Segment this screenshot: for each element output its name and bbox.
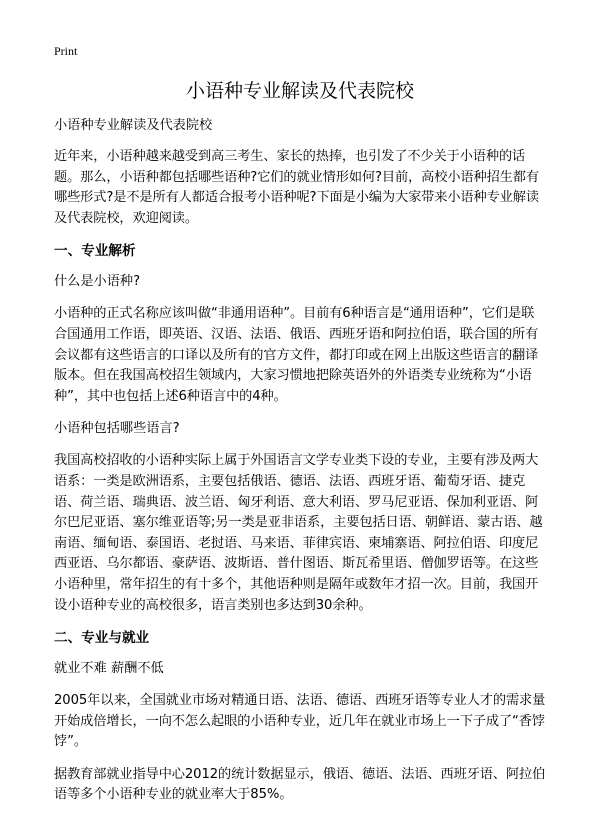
paragraph-definition: 小语种的正式名称应该叫做“非通用语种”。目前有6种语言是“通用语种”，它们是联合国通用工作语，即英语、汉语、法语、俄语、西班牙语和阿拉伯语，联合国的所有会议都有这些语言的口译以及所有的官方文件，都打印或在网上出版这些语言的翻译版本。但在我国高校招生领域内，大家习惯地把除英语外的外语类专业统称为“小语种”，其中也包括上述6种语言中的4种。 <box>54 306 539 404</box>
question-what-is-minor-language: 什么是小语种? <box>54 274 141 290</box>
subheading-employment-salary: 就业不难 薪酬不低 <box>54 661 164 677</box>
intro-paragraph: 近年来，小语种越来越受到高三考生、家长的热捧，也引发了不少关于小语种的话题。那么，小语种都包括哪些语种?它们的就业情形如何?目前，高校小语种招生都有哪些形式?是不是所有人都适合报考小语种呢?下面是小编为大家带来小语种专业解读及代表院校，欢迎阅读。 <box>54 149 539 226</box>
document-title: 小语种专业解读及代表院校 <box>185 80 414 102</box>
section-heading-employment: 二、专业与就业 <box>54 630 150 647</box>
question-which-languages: 小语种包括哪些语言? <box>54 421 180 437</box>
paragraph-language-list: 我国高校招收的小语种实际上属于外国语言文学专业类下设的专业，主要有涉及两大语系：一类是欧洲语系，主要包括俄语、德语、法语、西班牙语、葡萄牙语、捷克语、荷兰语、瑞典语、波兰语、匈牙利语、意大利语、罗马尼亚语、保加利亚语、阿尔巴尼亚语、塞尔维亚语等;另一类是亚非语系，主要包括日语、朝鲜语、蒙古语、越南语、缅甸语、泰国语、老挝语、马来语、菲律宾语、柬埔寨语、阿拉伯语、印度尼西亚语、乌尔都语、豪萨语、波斯语、普什图语、斯瓦希里语、僧伽罗语等。在这些小语种里，常年招生的有十多个，其他语种则是隔年或数年才招一次。目前，我国开设小语种专业的高校很多，语言类别也多达到30余种。 <box>54 453 543 613</box>
paragraph-employment-rate: 据教育部就业指导中心2012的统计数据显示，俄语、德语、法语、西班牙语、阿拉伯语等多个小语种专业的就业率大于85%。 <box>54 766 546 803</box>
print-label: Print <box>54 44 78 58</box>
section-heading-analysis: 一、专业解析 <box>54 243 136 260</box>
document-subtitle: 小语种专业解读及代表院校 <box>54 118 213 133</box>
paragraph-job-market: 2005年以来，全国就业市场对精通日语、法语、德语、西班牙语等专业人才的需求量开始成倍增长，一向不怎么起眼的小语种专业，近几年在就业市场上一下子成了“香饽饽”。 <box>54 693 546 750</box>
